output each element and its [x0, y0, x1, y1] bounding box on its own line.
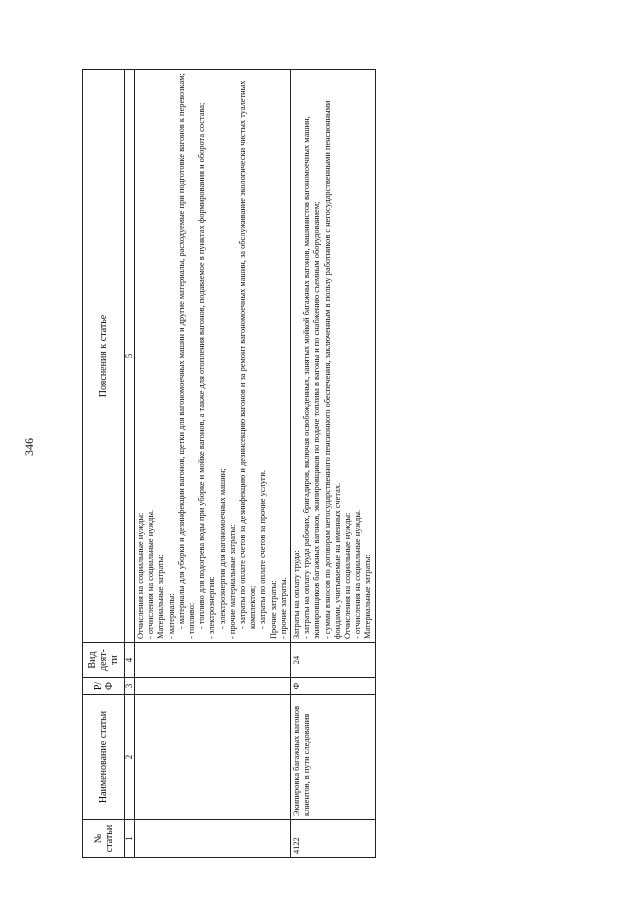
explanation-line: - затраты по оплате счетов за прочие услуги.: [258, 470, 268, 629]
header-article-number: № статьи: [83, 820, 125, 858]
header-explanation: Пояснения к статье: [83, 70, 125, 643]
header-article-name: Наименование статьи: [83, 695, 125, 820]
activity-type: [135, 643, 291, 678]
activity-type: 24: [291, 643, 376, 678]
page-number: 346: [22, 438, 36, 456]
column-number: 4: [125, 643, 135, 678]
explanation-line: - затраты по оплате счетов за дезинфекцию и дезинсекцию вагонов и за ремонт вагономоечных машин, за обслуживание экологически чистых туалетных комплектов;: [238, 80, 258, 629]
header-row: [83, 70, 125, 858]
rf-flag: [135, 678, 291, 695]
article-number: 4122: [291, 820, 376, 858]
explanation-line: Материальные затраты:: [156, 554, 166, 639]
header-activity-type: Вид деят-ти: [83, 643, 125, 678]
table-row: [291, 70, 376, 858]
articles-table: [82, 69, 376, 858]
article-number: [135, 820, 291, 858]
article-name: Экипировка багажных вагонов клиентов, в пути следования: [291, 695, 376, 820]
explanation-line: - материалы для уборки и дезинфекции вагонов, щетки для вагономоечных машин и другие материалы, расходуемые при подготовке вагонов к перевозкам;: [176, 73, 186, 629]
explanation-line: - топливо:: [187, 602, 197, 639]
explanation-line: - отчисления на социальные нужды.: [146, 509, 156, 639]
explanation-line: - затраты на оплату труда рабочих, бригадиров, включая освобожденных, занятых мойкой багажных вагонов, машинистов вагономоечных машин, экипировщиков багажных вагонов, экипировщиков по подаче топлива в вагоны и по снабжению съемным оборудованием;: [302, 116, 322, 639]
column-number: 5: [125, 70, 135, 643]
explanation-line: - электроэнергия для вагономоечных машин;: [217, 468, 227, 629]
explanation-line: - прочие материальные затраты:: [227, 524, 237, 639]
column-number: 2: [125, 695, 135, 820]
explanation-line: Затраты на оплату труда:: [292, 550, 302, 639]
table-row: [135, 70, 291, 858]
explanation-line: - отчисления на социальные нужды.: [353, 509, 363, 639]
explanation-line: - прочие затраты.: [278, 577, 288, 639]
explanation-line: - электроэнергия:: [207, 576, 217, 639]
explanation-line: Отчисления на социальные нужды:: [136, 512, 145, 639]
header-rf: Р/ Ф: [83, 678, 125, 695]
column-number-row: [125, 70, 135, 858]
explanation-cell: [291, 70, 376, 643]
column-number: 3: [125, 678, 135, 695]
explanation-line: Материальные затраты:: [363, 554, 373, 639]
explanation-line: - суммы взносов по договорам негосударственного пенсионного обеспечения, заключенным в пользу работников с негосударственными пенсионными фондами, учитываемые на именных счетах.: [322, 100, 342, 639]
rotated-page: [82, 70, 596, 858]
explanation-line: - материалы:: [166, 593, 176, 639]
rf-flag: Ф: [291, 678, 376, 695]
explanation-cell: [135, 70, 291, 643]
explanation-line: Прочие затраты:: [268, 580, 278, 639]
explanation-line: Отчисления на социальные нужды:: [343, 512, 353, 639]
article-name: [135, 695, 291, 820]
explanation-line: - топливо для подогрева воды при уборке и мойке вагонов, а также для отопления вагонов, подаваемое в пунктах формирования и оборота состава;: [197, 102, 207, 629]
column-number: 1: [125, 820, 135, 858]
